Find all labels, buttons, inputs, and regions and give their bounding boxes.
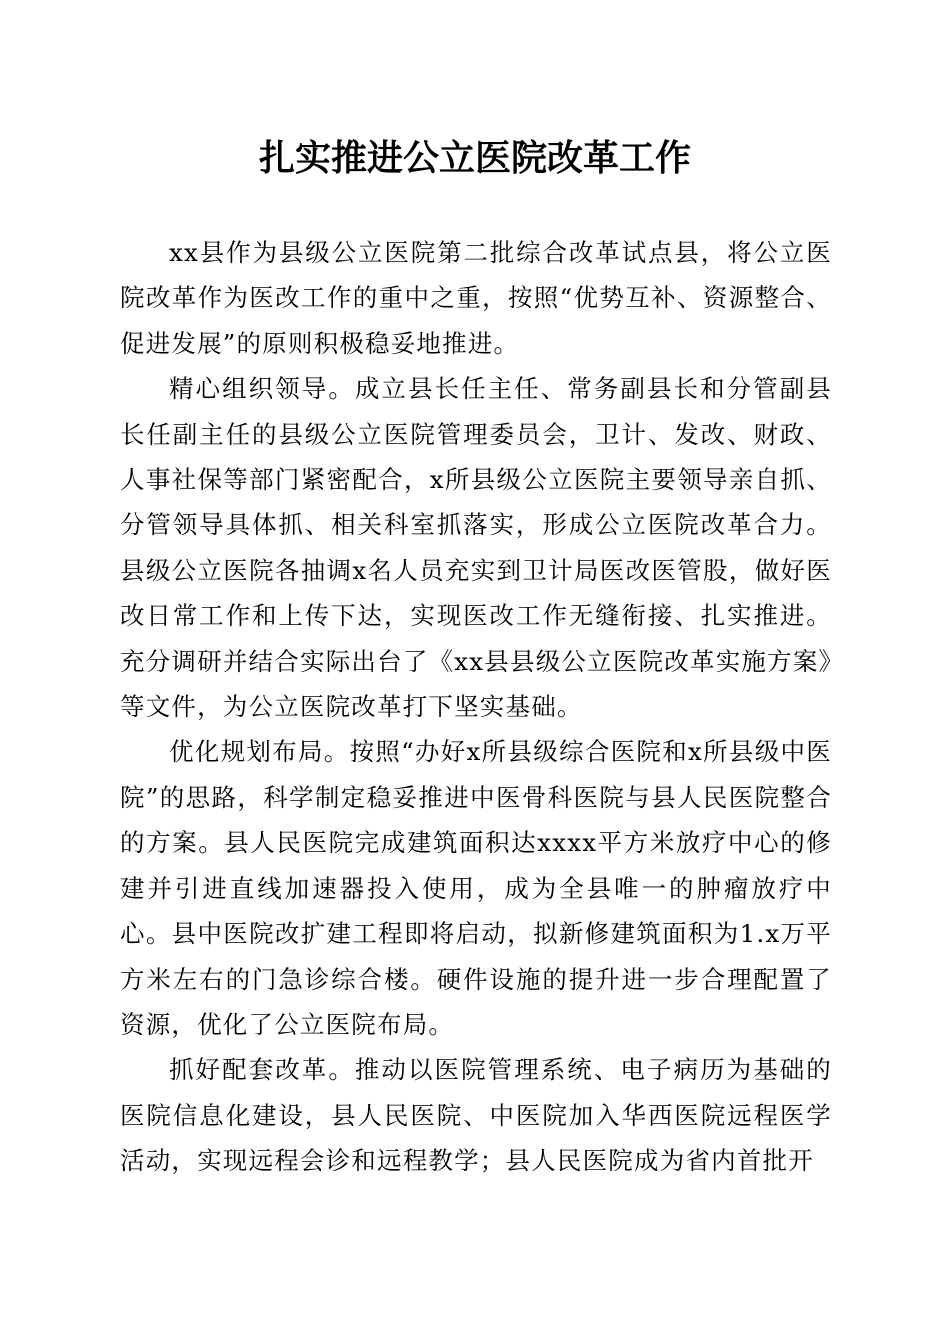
- paragraph-layout: 优化规划布局。按照“办好x所县级综合医院和x所县级中医院”的思路，科学制定稳妥推进中医骨科医院与县人民医院整合的方案。县人民医院完成建筑面积达xxxx平方米放疗中心的修建并引进直线加速器投入使用，成为全县唯一的肿瘤放疗中心。县中医院改扩建工程即将启动，拟新修建筑面积为1.x万平方米左右的门急诊综合楼。硬件设施的提升进一步合理配置了资源，优化了公立医院布局。: [120, 737, 832, 1039]
- paragraph-organization: 精心组织领导。成立县长任主任、常务副县长和分管副县长任副主任的县级公立医院管理委员会，卫计、发改、财政、人事社保等部门紧密配合，x所县级公立医院主要领导亲自抓、分管领导具体抓、相关科室抓落实，形成公立医院改革合力。县级公立医院各抽调x名人员充实到卫计局医改医管股，做好医改日常工作和上传下达，实现医改工作无缝衔接、扎实推进。充分调研并结合实际出台了《xx县县级公立医院改革实施方案》等文件，为公立医院改革打下坚实基础。: [120, 374, 832, 722]
- document-body: [120, 230, 832, 1184]
- paragraph-reform: 抓好配套改革。推动以医院管理系统、电子病历为基础的医院信息化建设，县人民医院、中医院加入华西医院远程医学活动，实现远程会诊和远程教学；县人民医院成为省内首批开: [120, 1055, 832, 1176]
- document-title: 扎实推进公立医院改革工作: [258, 137, 691, 179]
- paragraph-intro: xx县作为县级公立医院第二批综合改革试点县，将公立医院改革作为医改工作的重中之重，按照“优势互补、资源整合、促进发展”的原则积极稳妥地推进。: [120, 238, 832, 358]
